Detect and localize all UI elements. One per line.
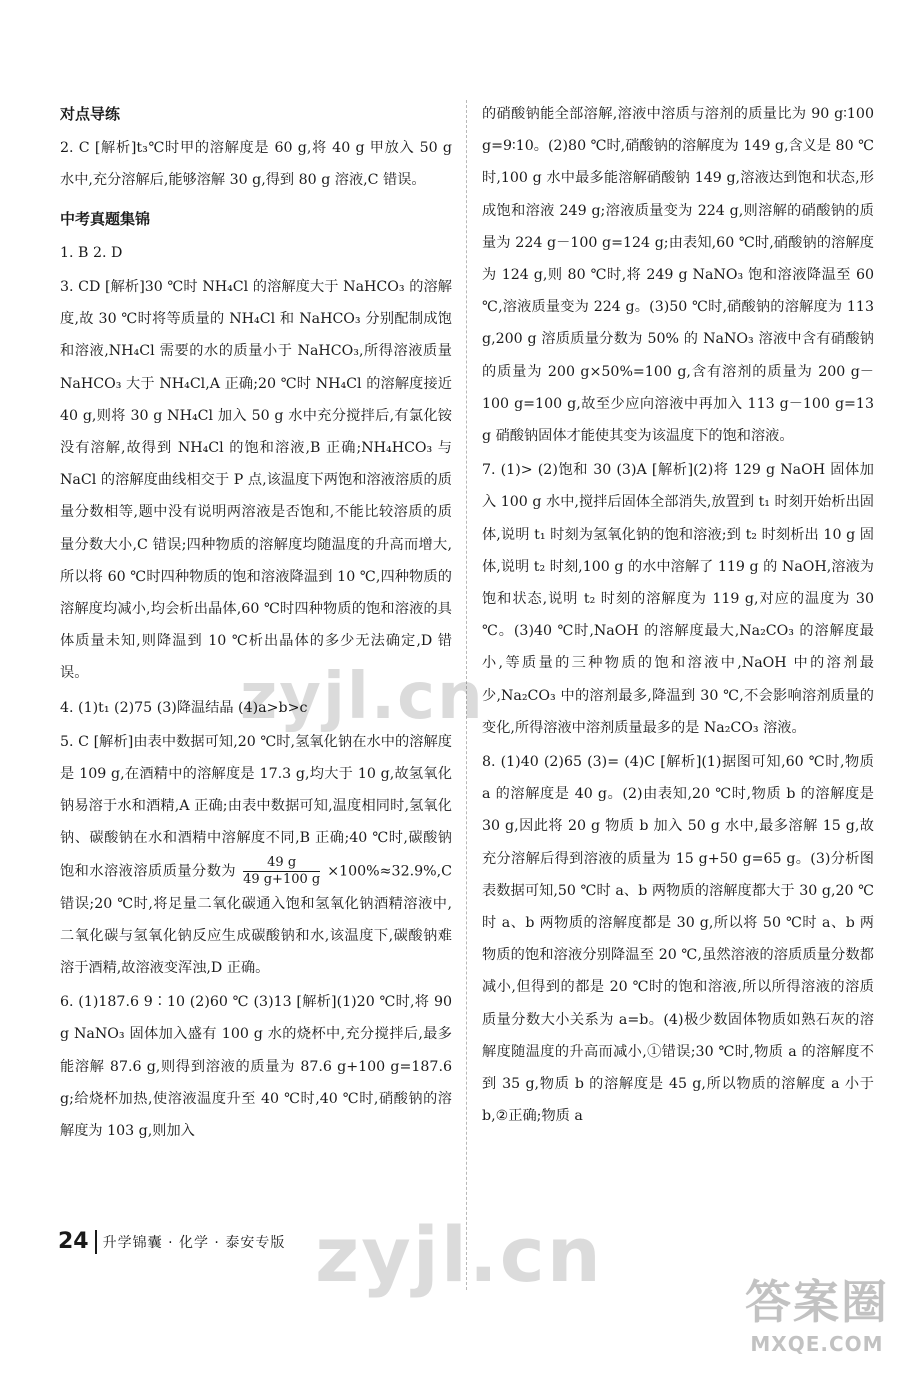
answer-item-8: 8. (1)40 (2)65 (3)= (4)C [解析](1)据图可知,60 ℃时,物质 a 的溶解度是 40 g。(2)由表知,20 ℃时,物质 b 的溶解度是 30 g,因此将 20 g 物质 b 加入 50 g 水中,最多溶解 15 g,故充分溶解后得到溶液的质量为 15 g+50 g=65 g。(3)分析图表数据可知,50 ℃时 a、b 两物质的溶解度都大于 30 g,20 ℃时 a、b 两物质的溶解度都是 30 g,所以将 50 ℃时 a、b 两物质的饱和溶液分别降温至 20 ℃,虽然溶液的溶质质量分数都减小,但得到的都是 20 ℃时的饱和溶液,所以所得溶液的溶质质量分数大小关系为 a=b。(4)极少数固体物质如熟石灰的溶解度随温度的升高而减小,①错误;30 ℃时,物质 a 的溶解度不到 35 g,物质 b 的溶解度是 45 g,所以物质的溶解度 a 小于 b,②正确;物质 a: [482, 754, 874, 1125]
fraction-numerator: 49 g: [243, 855, 320, 872]
site-logo-watermark: [742, 1272, 892, 1376]
logo-main-text: 答案圈: [745, 1275, 889, 1329]
section-heading-practice: 对点导练: [60, 105, 121, 123]
mass-fraction-formula: [243, 855, 320, 888]
answer-item-5-part-a: 5. C [解析]由表中数据可知,20 ℃时,氢氧化钠在水中的溶解度是 109 g,在酒精中的溶解度是 17.3 g,均大于 10 g,故氢氧化钠易溶于水和酒精,A 正确;由表中数据可知,温度相同时,氢氧化钠、碳酸钠在水和酒精中溶解度不同,B 正确;40 ℃时,碳酸钠饱和水溶液溶质质量分数为: [60, 733, 452, 880]
fraction-denominator: 49 g+100 g: [243, 871, 321, 887]
book-title: 升学锦囊 · 化学 · 泰安专版: [102, 1235, 286, 1251]
left-column: [60, 98, 452, 1147]
answer-item-6-continued: 的硝酸钠能全部溶解,溶液中溶质与溶剂的质量比为 90 g∶100 g=9∶10。(2)80 ℃时,硝酸钠的溶解度为 149 g,含义是 80 ℃时,100 g 水中最多能溶解硝酸钠 149 g,溶液达到饱和状态,形成饱和溶液 249 g;溶液质量变为 224 g,则溶解的硝酸钠的质量为 224 g－100 g=124 g;由表知,60 ℃时,硝酸钠的溶解度为 124 g,则 80 ℃时,将 249 g NaNO₃ 饱和溶液降温至 60 ℃,溶液质量变为 224 g。(3)50 ℃时,硝酸钠的溶解度为 113 g,200 g 溶质质量分数为 50% 的 NaNO₃ 溶液中含有硝酸钠的质量为 200 g×50%=100 g,含有溶剂的质量为 200 g－100 g=100 g,故至少应向溶液中再加入 113 g－100 g=13 g 硝酸钠固体才能使其变为该温度下的饱和溶液。: [482, 106, 874, 445]
answer-item-6: 6. (1)187.6 9∶10 (2)60 ℃ (3)13 [解析](1)20 ℃时,将 90 g NaNO₃ 固体加入盛有 100 g 水的烧杯中,充分搅拌后,最多能溶解 87.6 g,则得到溶液的质量为 87.6 g+100 g=187.6 g;给烧杯加热,使溶液温度升至 40 ℃时,40 ℃时,硝酸钠的溶解度为 103 g,则加入: [60, 994, 452, 1140]
answer-item-7: 7. (1)> (2)饱和 30 (3)A [解析](2)将 129 g NaOH 固体加入 100 g 水中,搅拌后固体全部消失,放置到 t₁ 时刻开始析出固体,说明 t₁ 时刻为氢氧化钠的饱和溶液;到 t₂ 时刻析出 10 g 固体,说明 t₂ 时刻,100 g 的水中溶解了 119 g 的 NaOH,溶液为饱和状态,说明 t₂ 时刻的溶解度为 119 g,对应的温度为 30 ℃。(3)40 ℃时,NaOH 的溶解度最大,Na₂CO₃ 的溶解度最小,等质量的三种物质的饱和溶液中,NaOH 中的溶剂最少,Na₂CO₃ 中的溶剂最多,降温到 30 ℃,不会影响溶剂质量的变化,所得溶液中溶剂质量最多的是 Na₂CO₃ 溶液。: [482, 462, 874, 736]
logo-url-text: MXQE.COM: [750, 1332, 884, 1356]
answer-item-1-2: 1. B 2. D: [60, 244, 123, 261]
answer-item-3: 3. CD [解析]30 ℃时 NH₄Cl 的溶解度大于 NaHCO₃ 的溶解度,故 30 ℃时将等质量的 NH₄Cl 和 NaHCO₃ 分别配制成饱和溶液,NH₄Cl 需要的水的质量小于 NaHCO₃,所得溶液质量 NaHCO₃ 大于 NH₄Cl,A 正确;20 ℃时 NH₄Cl 的溶解度接近 40 g,则将 30 g NH₄Cl 加入 50 g 水中充分搅拌后,有氯化铵没有溶解,故得到 NH₄Cl 的饱和溶液,B 正确;NH₄HCO₃ 与 NaCl 的溶解度曲线相交于 P 点,该温度下两饱和溶液溶质的质量分数相等,题中没有说明两溶液是否饱和,不能比较溶质的质量分数大小,C 错误;四种物质的溶解度均随温度的升高而增大,所以将 60 ℃时四种物质的饱和溶液降温到 10 ℃,四种物质的溶解度均减小,均会析出晶体,60 ℃时四种物质的饱和溶液的具体质量未知,则降温到 10 ℃析出晶体的多少无法确定,D 错误。: [60, 279, 452, 682]
answer-item-4: 4. (1)t₁ (2)75 (3)降温结晶 (4)a>b>c: [60, 699, 308, 716]
watermark-text: zyjl.cn: [240, 660, 485, 734]
page-footer: [58, 1230, 285, 1254]
answer-item-5: [60, 726, 452, 984]
section-heading-exam-collection: 中考真题集锦: [60, 209, 151, 228]
answer-item-2: 2. C [解析]t₃℃时甲的溶解度是 60 g,将 40 g 甲放入 50 g 水中,充分溶解后,能够溶解 30 g,得到 80 g 溶液,C 错误。: [60, 140, 452, 189]
right-column: [482, 98, 874, 1133]
page-number: 24: [58, 1230, 97, 1254]
watermark-text-bottom: zyjl.cn: [315, 1210, 603, 1299]
answer-item-5-part-b: ×100%≈32.9%,C 错误;20 ℃时,将足量二氧化碳通入饱和氢氧化钠酒精溶液中,二氧化碳与氢氧化钠反应生成碳酸钠和水,该温度下,碳酸钠难溶于酒精,故溶液变浑浊,D 正确。: [60, 863, 452, 977]
